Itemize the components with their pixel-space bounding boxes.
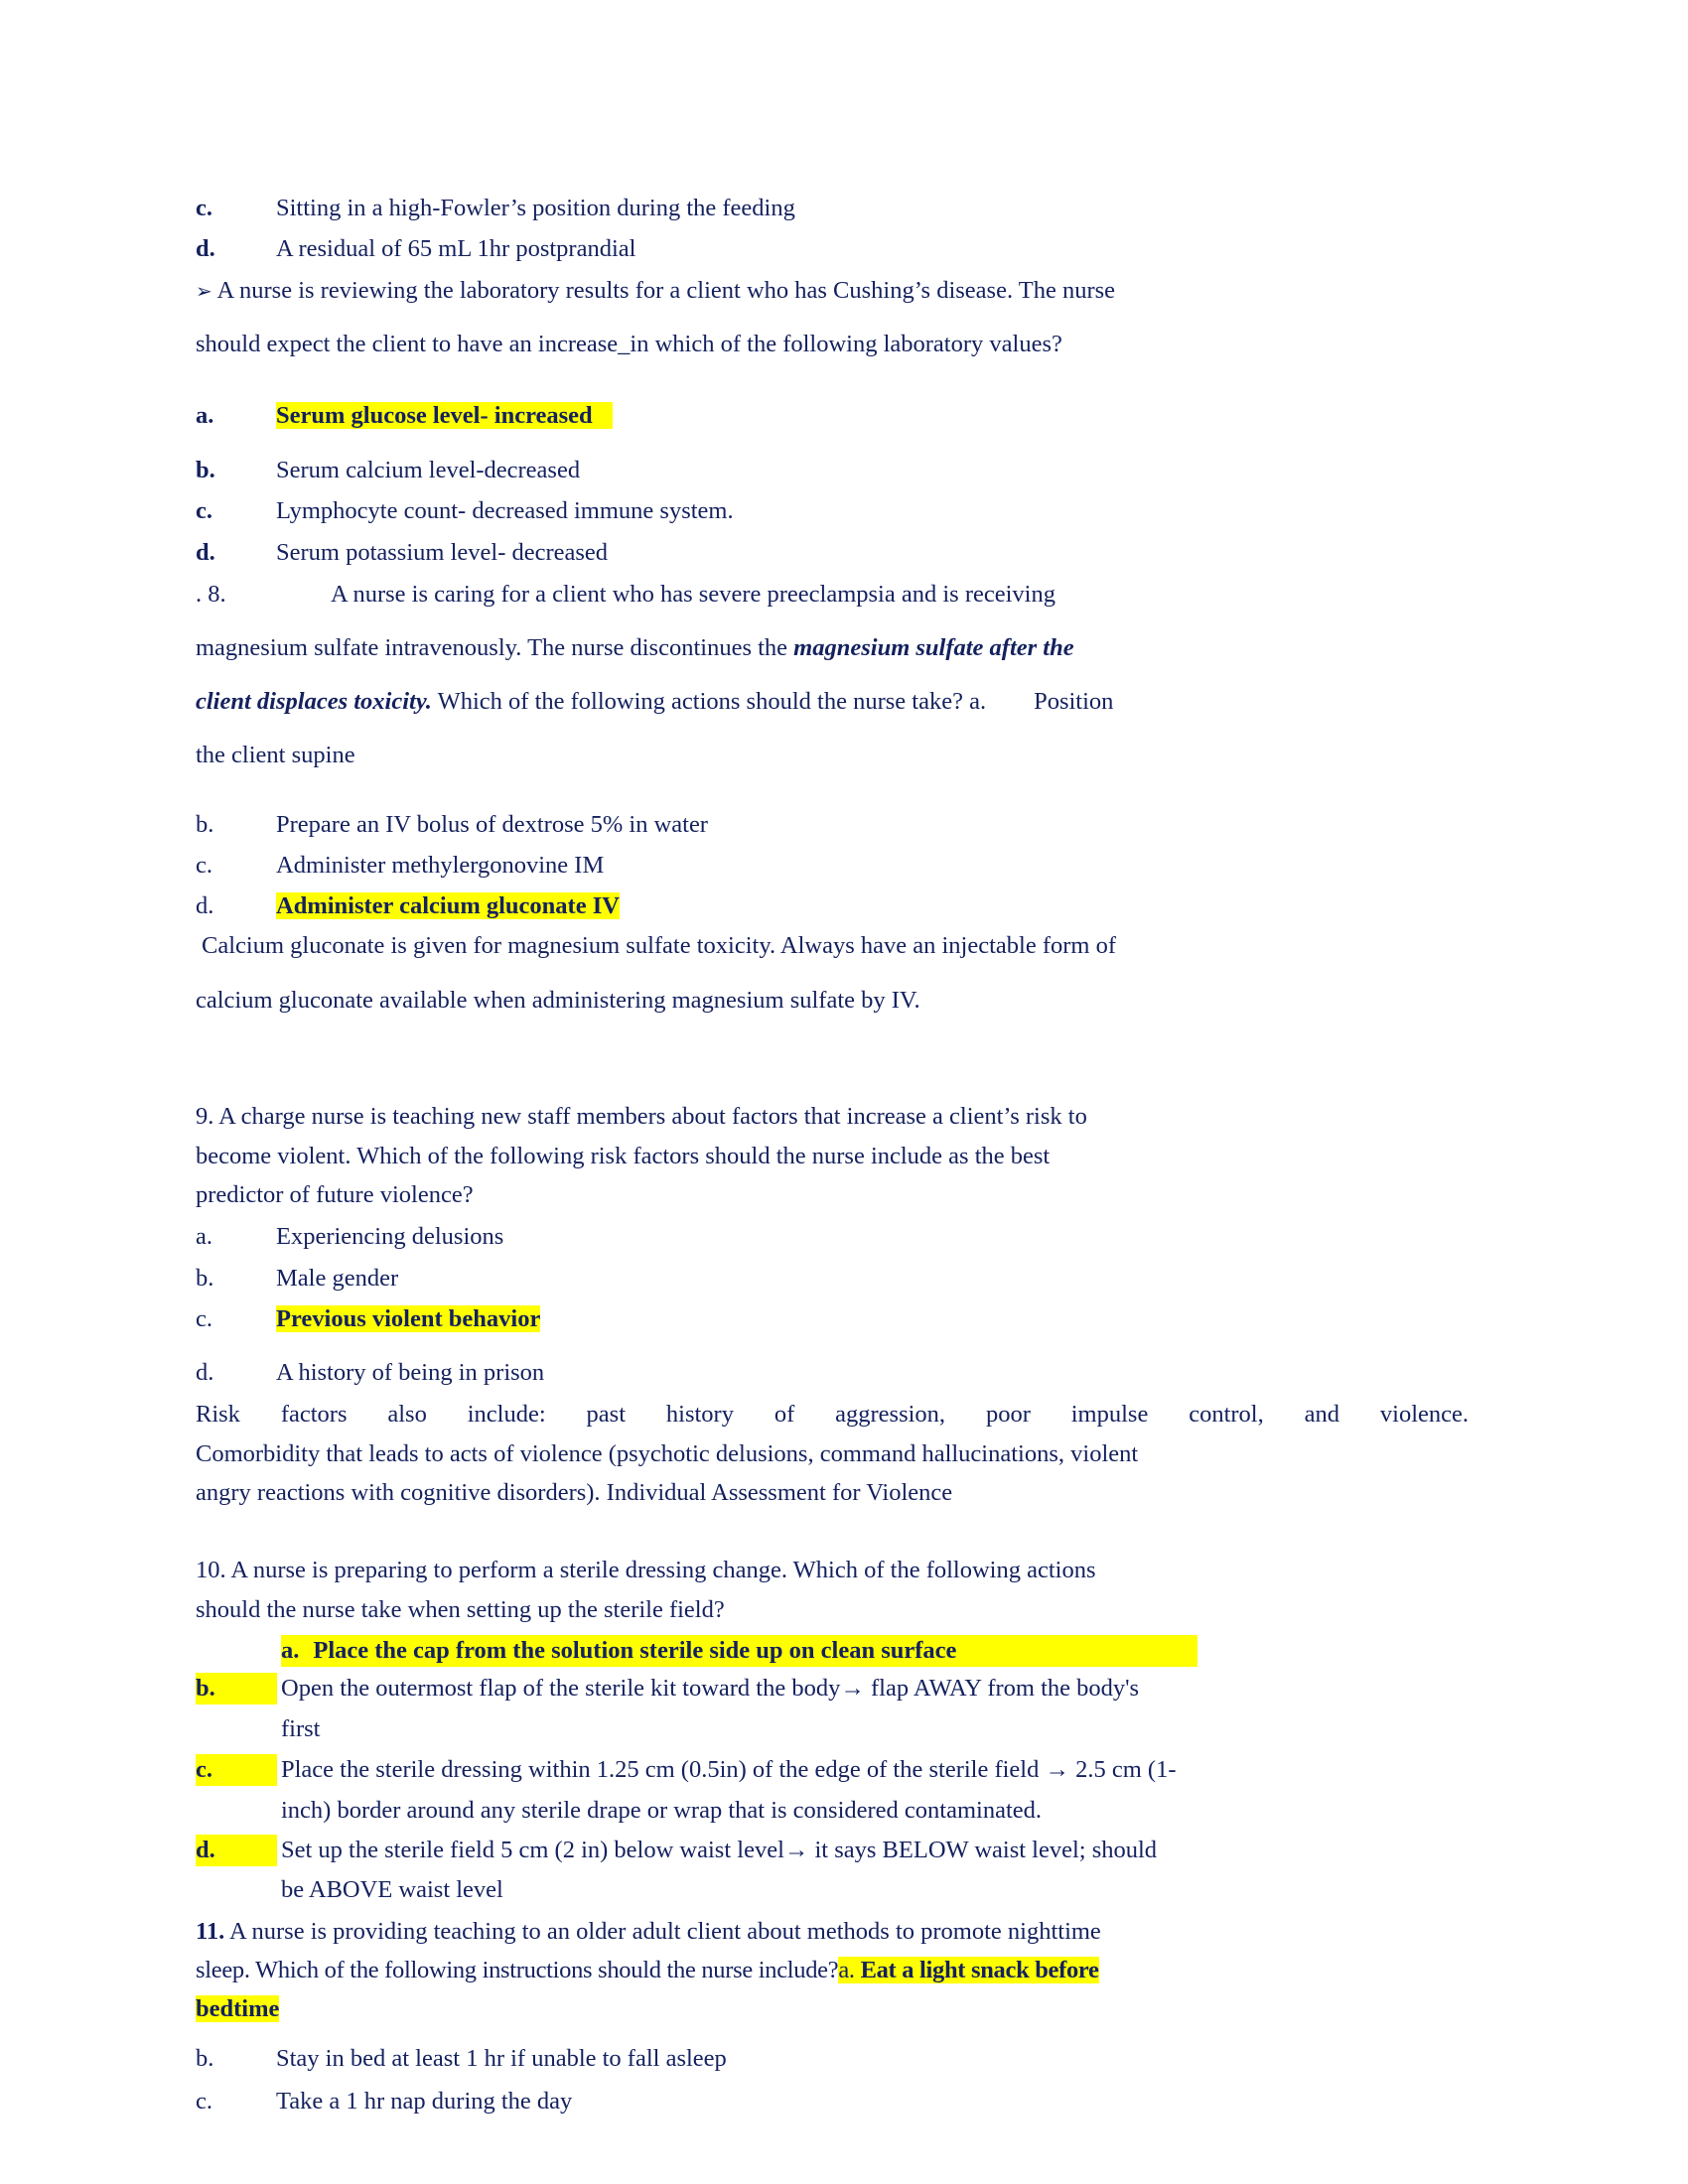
stem-line: 9. A charge nurse is teaching new staff members about factors that increase a client’s risk to: [196, 1103, 1087, 1130]
stem-line: A nurse is caring for a client who has severe preeclampsia and is receiving: [331, 581, 1055, 608]
option-text: Male gender: [276, 1265, 399, 1292]
option-label: b.: [196, 811, 214, 838]
option-label: d.: [196, 1835, 277, 1866]
option-text: Place the sterile dressing within 1.25 cm (0.5in) of the edge of the sterile field → 2.5 cm (1-: [281, 1756, 1177, 1783]
option-label: b.: [196, 1673, 277, 1705]
option-label: b.: [196, 1265, 214, 1292]
highlighted-answer: Serum glucose level- increased: [276, 402, 613, 429]
option-label: c.: [196, 1754, 277, 1786]
option-label: d.: [196, 235, 215, 262]
stem-line: should expect the client to have an increase_in which of the following laboratory values?: [196, 331, 1062, 357]
stem-line: should the nurse take when setting up the sterile field?: [196, 1596, 725, 1623]
question-number: . 8.: [196, 581, 226, 608]
question-stem: [196, 275, 1115, 307]
option-label: b.: [196, 2045, 214, 2072]
stem-text: magnesium sulfate intravenously. The nurse discontinues the: [196, 634, 794, 661]
option-label: c.: [196, 497, 212, 524]
answer-option: [276, 400, 613, 432]
option-label: b.: [196, 457, 215, 483]
stem-line: predictor of future violence?: [196, 1181, 474, 1208]
option-text: A history of being in prison: [276, 1359, 545, 1386]
highlighted-answer: Administer calcium gluconate IV: [276, 892, 620, 919]
option-text: inch) border around any sterile drape or wrap that is considered contaminated.: [281, 1797, 1043, 1824]
option-label: a.: [196, 1223, 212, 1250]
option-label: c.: [196, 852, 212, 879]
option-label: d.: [196, 1359, 214, 1386]
option-label: a.: [838, 1957, 855, 1983]
option-text: the client supine: [196, 742, 355, 768]
option-label: d.: [196, 539, 215, 566]
option-text: Prepare an IV bolus of dextrose 5% in water: [276, 811, 708, 838]
stem-line: 10. A nurse is preparing to perform a sterile dressing change. Which of the following actions: [196, 1557, 1096, 1583]
option-text: Experiencing delusions: [276, 1223, 504, 1250]
option-text: be ABOVE waist level: [281, 1876, 503, 1903]
stem-line: [196, 632, 1074, 664]
stem-line: become violent. Which of the following risk factors should the nurse include as the best: [196, 1143, 1051, 1169]
highlighted-answer: Place the cap from the solution sterile side up on clean surface: [313, 1637, 957, 1664]
stem-emphasis: magnesium sulfate after the: [793, 634, 1074, 661]
rationale: calcium gluconate available when administering magnesium sulfate by IV.: [196, 987, 920, 1014]
highlighted-answer: Eat a light snack before: [860, 1957, 1099, 1983]
question-number: 11.: [196, 1918, 225, 1945]
stem-emphasis: client displaces toxicity.: [196, 688, 432, 715]
option-label: a.: [196, 402, 214, 429]
option-text: Set up the sterile field 5 cm (2 in) below waist level→ it says BELOW waist level; should: [281, 1837, 1158, 1863]
stem-line: [196, 686, 1113, 718]
option-label: c.: [196, 2088, 212, 2115]
rationale: angry reactions with cognitive disorders). Individual Assessment for Violence: [196, 1479, 953, 1506]
answer-option: [281, 1635, 1197, 1667]
rationale: Comorbidity that leads to acts of violence (psychotic delusions, command hallucinations, violent: [196, 1440, 1139, 1467]
option-text: Position: [1034, 688, 1114, 715]
answer-option-continued: [196, 1993, 279, 2025]
highlighted-answer: Previous violent behavior: [276, 1305, 541, 1332]
stem-line: [196, 1916, 1101, 1948]
option-text: first: [281, 1715, 321, 1742]
arrow-bullet-icon: ➢: [196, 279, 212, 303]
option-text: A residual of 65 mL 1hr postprandial: [276, 235, 636, 262]
stem-text: Which of the following actions should the nurse take? a.: [431, 688, 987, 715]
option-text: Lymphocyte count- decreased immune system.: [276, 497, 734, 524]
option-text: Stay in bed at least 1 hr if unable to fall asleep: [276, 2045, 727, 2072]
stem-line: [196, 1955, 1099, 1986]
answer-option: [276, 1303, 540, 1335]
highlighted-answer: bedtime: [196, 1995, 280, 2022]
stem-text: sleep. Which of the following instructions should the nurse include?: [196, 1957, 839, 1983]
option-text: Sitting in a high-Fowler’s position during the feeding: [276, 195, 795, 221]
option-label: a.: [281, 1637, 300, 1664]
option-text: Open the outermost flap of the sterile kit toward the body→ flap AWAY from the body's: [281, 1675, 1140, 1702]
rationale: Risk factors also include: past history of aggression, poor impulse control, and violence.: [196, 1401, 1469, 1428]
option-label: d.: [196, 892, 214, 919]
option-label: c.: [196, 1305, 212, 1332]
option-text: Administer methylergonovine IM: [276, 852, 605, 879]
option-text: Take a 1 hr nap during the day: [276, 2088, 573, 2115]
answer-option: [838, 1957, 1098, 1983]
rationale: Calcium gluconate is given for magnesium sulfate toxicity. Always have an injectable form of: [202, 932, 1116, 959]
stem-text: A nurse is providing teaching to an older adult client about methods to promote nighttime: [224, 1918, 1101, 1945]
option-text: Serum calcium level-decreased: [276, 457, 581, 483]
option-label: c.: [196, 195, 212, 221]
option-text: Serum potassium level- decreased: [276, 539, 609, 566]
stem-line: A nurse is reviewing the laboratory results for a client who has Cushing’s disease. The nurse: [216, 277, 1116, 304]
answer-option: [276, 890, 620, 922]
